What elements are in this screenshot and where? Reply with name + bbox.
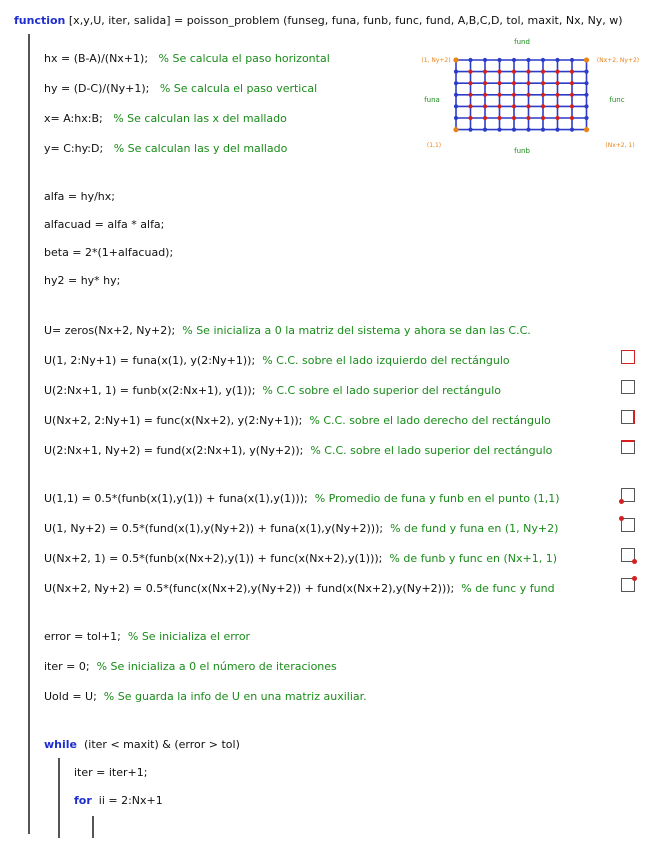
mesh-boundary-node [468,128,472,132]
mesh-interior-node [497,70,501,74]
code-line-corner-11: U(1,1) = 0.5*(funb(x(1),y(1)) + funa(x(1),y(1))); % Promedio de funa y funb en el punto (1,1) [44,492,560,505]
mesh-interior-node [570,70,574,74]
mesh-boundary-node [454,70,458,74]
side-box-bottom [621,380,635,394]
mesh-corner-node [584,127,589,132]
mesh-boundary-node [468,58,472,62]
mesh-interior-node [468,93,472,97]
mesh-boundary-node [454,93,458,97]
mesh-interior-node [497,81,501,85]
label-corner-tl: (1, Ny+2) [421,57,451,64]
side-box-right [621,410,635,424]
corner-box-br [621,548,635,562]
mesh-boundary-node [584,116,588,120]
mesh-boundary-node [512,58,516,62]
code-line-zeros: U= zeros(Nx+2, Ny+2); % Se inicializa a 0 la matriz del sistema y ahora se dan las C.C. [44,324,531,337]
label-corner-bl: (1,1) [426,142,442,149]
mesh-boundary-node [526,128,530,132]
mesh-boundary-node [483,58,487,62]
mesh-interior-node [541,70,545,74]
for-keyword: for [74,794,92,807]
code-line-hy2: hy2 = hy* hy; [44,274,121,287]
mesh-boundary-node [555,128,559,132]
code-line-x: x= A:hx:B; % Se calculan las x del mallado [44,112,287,125]
corner-box-tr [621,578,635,592]
while-line: while (iter < maxit) & (error > tol) [44,738,240,751]
while-body-bar [58,758,60,838]
mesh-boundary-node [584,93,588,97]
mesh-interior-node [468,116,472,120]
code-line-uold: Uold = U; % Se guarda la info de U en una matriz auxiliar. [44,690,367,703]
mesh-interior-node [555,93,559,97]
label-right: func [609,96,625,104]
mesh-interior-node [468,70,472,74]
mesh-interior-node [483,104,487,108]
for-body-bar [92,816,94,838]
mesh-boundary-node [555,58,559,62]
mesh-lines [456,60,587,130]
mesh-interior-node [555,70,559,74]
mesh-interior-node [555,81,559,85]
mesh-boundary-node [570,58,574,62]
mesh-interior-node [497,116,501,120]
mesh-interior-node [570,93,574,97]
code-line-bc-right: U(Nx+2, 2:Ny+1) = func(x(Nx+2), y(2:Ny+1)); % C.C. sobre el lado derecho del rectángulo [44,414,551,427]
code-line-y: y= C:hy:D; % Se calculan las y del mallado [44,142,288,155]
code-line-bc-left: U(1, 2:Ny+1) = funa(x(1), y(2:Ny+1)); % C.C. sobre el lado izquierdo del rectángulo [44,354,510,367]
mesh-boundary-node [454,116,458,120]
code-line-bc-top: U(2:Nx+1, Ny+2) = fund(x(2:Nx+1), y(Ny+2)); % C.C. sobre el lado superior del rectángulo [44,444,553,457]
function-keyword: function [14,14,66,27]
mesh-diagram [412,34,644,156]
function-header [14,14,623,27]
label-top: fund [514,38,530,46]
mesh-interior-node [555,104,559,108]
mesh-boundary-node [454,81,458,85]
mesh-boundary-node [526,58,530,62]
code-line-iter: iter = 0; % Se inicializa a 0 el número de iteraciones [44,660,337,673]
mesh-boundary-node [584,104,588,108]
code-line-alfa: alfa = hy/hx; [44,190,115,203]
mesh-interior-node [468,104,472,108]
mesh-boundary-node [483,128,487,132]
mesh-interior-node [526,81,530,85]
mesh-boundary-node [454,104,458,108]
side-box-top [621,440,635,454]
mesh-boundary-node [570,128,574,132]
mesh-boundary-node [584,70,588,74]
for-line: for ii = 2:Nx+1 [74,794,163,807]
corner-box-tl [621,518,635,532]
code-line-hx: hx = (B-A)/(Nx+1); % Se calcula el paso horizontal [44,52,330,65]
corner-box-bl [621,488,635,502]
mesh-interior-node [541,104,545,108]
mesh-corner-node [453,57,458,62]
mesh-interior-node [570,116,574,120]
mesh-boundary-node [512,128,516,132]
mesh-boundary-node [497,58,501,62]
mesh-interior-node [483,70,487,74]
mesh-boundary-node [584,81,588,85]
mesh-boundary-node [541,128,545,132]
mesh-interior-node [497,104,501,108]
label-bottom: funb [514,147,530,155]
mesh-interior-node [526,93,530,97]
mesh-interior-node [526,70,530,74]
function-signature: [x,y,U, iter, salida] = poisson_problem (funseg, funa, funb, func, fund, A,B,C,D, tol, maxit, Nx, Ny, w) [68,14,623,27]
code-line-iter-inc: iter = iter+1; [74,766,148,779]
mesh-interior-node [541,93,545,97]
mesh-interior-node [570,81,574,85]
label-left: funa [424,96,440,104]
mesh-interior-node [512,116,516,120]
mesh-interior-node [468,81,472,85]
mesh-interior-node [497,93,501,97]
mesh-interior-node [512,104,516,108]
function-body-bar [28,34,30,834]
mesh-interior-node [555,116,559,120]
mesh-corner-node [584,57,589,62]
mesh-interior-node [483,93,487,97]
mesh-interior-node [541,81,545,85]
label-corner-br: (Nx+2, 1) [605,142,635,149]
mesh-interior-node [512,93,516,97]
mesh-interior-node [526,116,530,120]
code-line-corner-nxny: U(Nx+2, Ny+2) = 0.5*(func(x(Nx+2),y(Ny+2)) + fund(x(Nx+2),y(Ny+2))); % de func y fund [44,582,555,595]
mesh-interior-node [526,104,530,108]
side-box-left [621,350,635,364]
while-keyword: while [44,738,77,751]
code-line-alfacuad: alfacuad = alfa * alfa; [44,218,165,231]
code-line-corner-nx1: U(Nx+2, 1) = 0.5*(funb(x(Nx+2),y(1)) + func(x(Nx+2),y(1))); % de funb y func en (Nx+1, 1) [44,552,558,565]
mesh-interior-node [483,81,487,85]
code-line-error: error = tol+1; % Se inicializa el error [44,630,251,643]
code-line-corner-1ny: U(1, Ny+2) = 0.5*(fund(x(1),y(Ny+2)) + funa(x(1),y(Ny+2))); % de fund y funa en (1, Ny+2) [44,522,559,535]
mesh-interior-node [512,70,516,74]
mesh-interior-node [483,116,487,120]
code-line-beta: beta = 2*(1+alfacuad); [44,246,174,259]
code-line-hy: hy = (D-C)/(Ny+1); % Se calcula el paso vertical [44,82,318,95]
mesh-boundary-node [497,128,501,132]
code-line-bc-bottom: U(2:Nx+1, 1) = funb(x(2:Nx+1), y(1)); % C.C sobre el lado superior del rectángulo [44,384,501,397]
label-corner-tr: (Nx+2, Ny+2) [596,57,640,64]
mesh-interior-node [570,104,574,108]
mesh-interior-node [512,81,516,85]
mesh-boundary-node [541,58,545,62]
mesh-corner-node [453,127,458,132]
mesh-interior-node [541,116,545,120]
